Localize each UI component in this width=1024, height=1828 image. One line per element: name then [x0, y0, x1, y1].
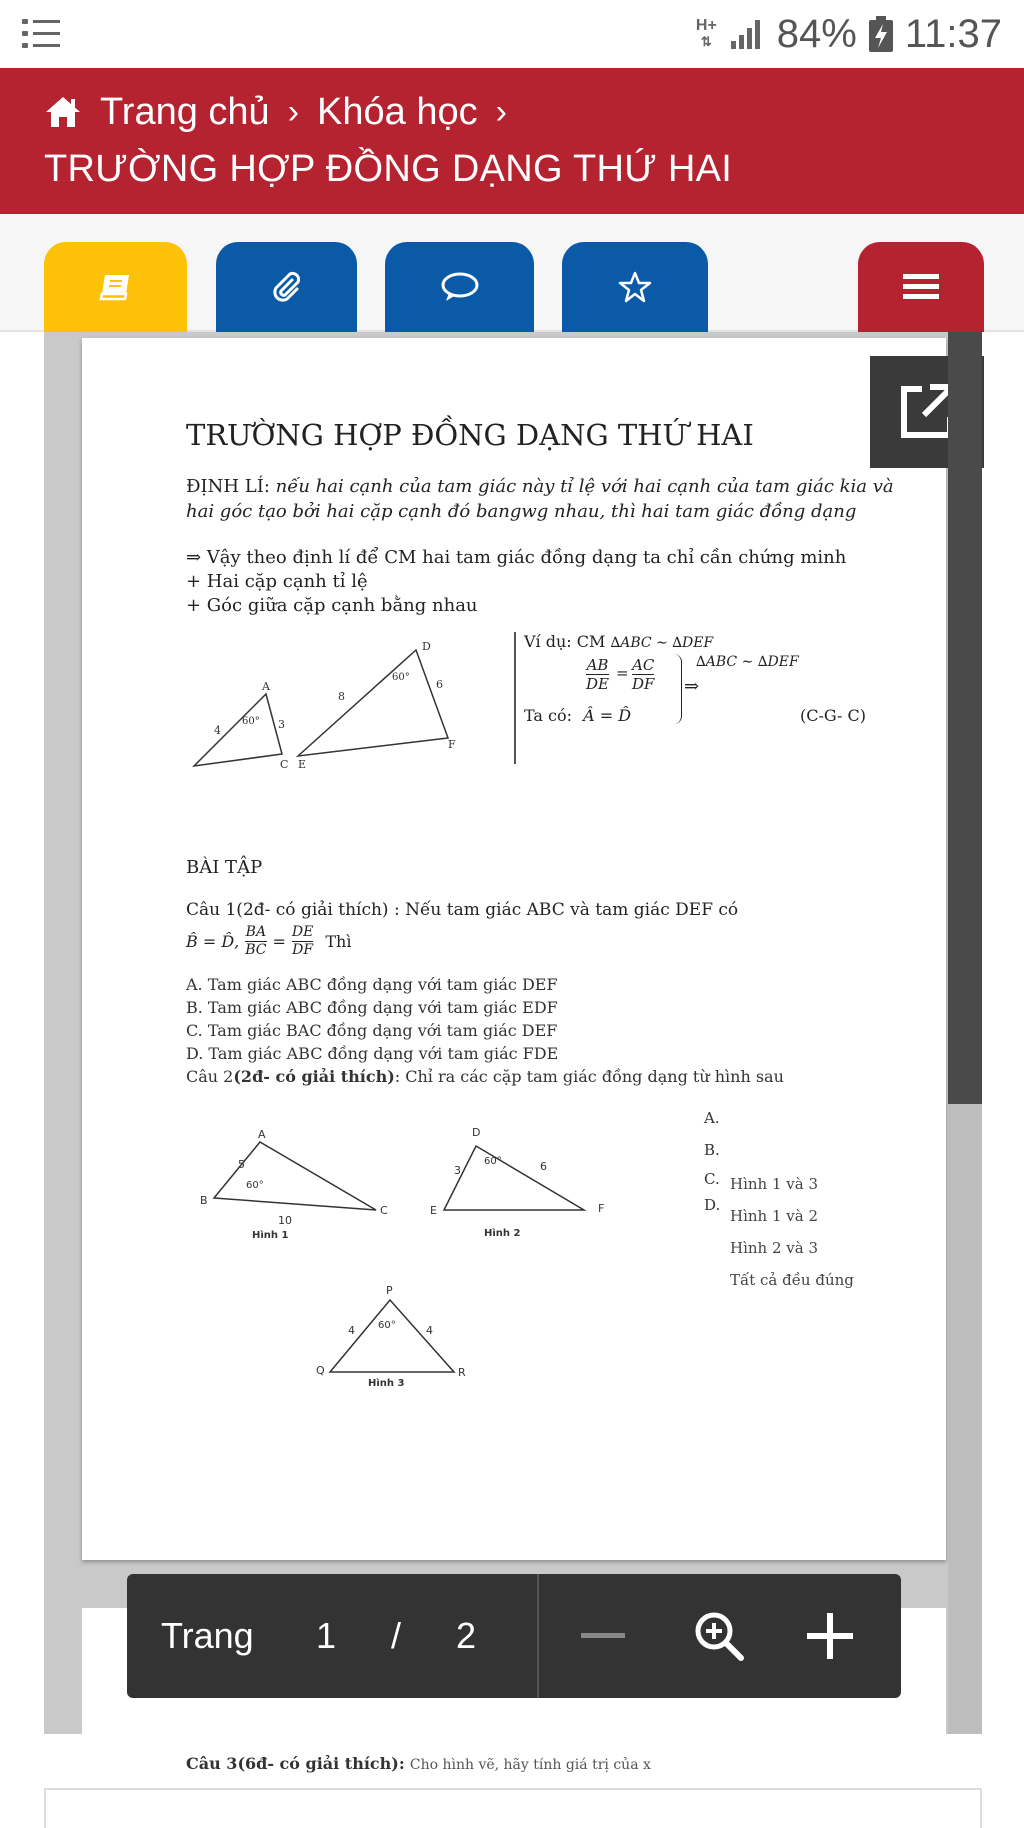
theorem: [186, 474, 906, 524]
example-area: [186, 632, 906, 792]
pdf-page-1: [82, 338, 946, 1560]
breadcrumb-courses[interactable]: Khóa học: [317, 90, 478, 133]
svg-text:4: 4: [348, 1324, 355, 1337]
status-bar: [0, 0, 1024, 68]
exercise-title: BÀI TẬP: [186, 857, 263, 878]
zoom-out-button[interactable]: [579, 1612, 627, 1660]
svg-text:F: F: [598, 1202, 605, 1215]
angle-equality: Â = D̂: [583, 706, 632, 725]
question-3: Câu 3(6đ- có giải thích): Cho hình vẽ, hãy tính giá trị của x: [186, 1754, 651, 1773]
svg-text:A: A: [258, 1128, 266, 1141]
doc-title: TRƯỜNG HỢP ĐỒNG DẠNG THỨ HAI: [186, 418, 754, 452]
side-6: 6: [436, 678, 443, 691]
question-2-figures: [186, 1102, 646, 1392]
taco-label: Ta có:: [524, 706, 573, 725]
svg-text:60°: 60°: [246, 1180, 264, 1191]
hamburger-icon: [903, 272, 939, 302]
example-proof: Ví dụ: CM ∆ABC ∼ ∆DEF AB DE = AC DF ⇒ ∆ABC ∼ ∆DEF Ta có: Â = D̂ (C-G- C): [524, 632, 866, 725]
svg-text:3: 3: [454, 1164, 461, 1177]
comment-icon: [440, 271, 480, 303]
battery-charging-icon: [869, 16, 893, 52]
network-type: H+ ⇅: [695, 17, 717, 49]
theorem-text: nếu hai cạnh của tam giác này tỉ lệ với hai cạnh của tam giác kia và hai góc tạo bởi hai cặp cạnh đó bangwg nhau, thì hai tam giác đồng dạng: [186, 476, 894, 522]
figure-2-caption: Hình 2: [484, 1228, 521, 1239]
label-C: C: [280, 758, 289, 771]
svg-text:Q: Q: [316, 1364, 325, 1377]
svg-text:10: 10: [278, 1214, 292, 1227]
label-D: D: [422, 640, 431, 653]
question-2: Câu 2(2đ- có giải thích): Chỉ ra các cặp tam giác đồng dạng từ hình sau: [186, 1067, 784, 1086]
breadcrumb: [44, 88, 980, 136]
side-4: 4: [214, 724, 221, 737]
option-b: B. Tam giác ABC đồng dạng với tam giác EDF: [186, 998, 558, 1017]
tab-comments[interactable]: [385, 242, 534, 332]
signal-icon: [729, 17, 765, 51]
paperclip-icon: [270, 270, 304, 304]
toolbar-divider: [537, 1574, 539, 1698]
svg-text:6: 6: [540, 1160, 547, 1173]
angle-60: 60°: [242, 716, 260, 727]
svg-text:E: E: [430, 1204, 437, 1217]
side-3: 3: [278, 718, 285, 731]
zoom-icon[interactable]: [693, 1610, 745, 1662]
page-title: TRƯỜNG HỢP ĐỒNG DẠNG THỨ HAI: [44, 148, 733, 190]
example-rel: ∆ABC ∼ ∆DEF: [610, 635, 714, 651]
svg-text:B: B: [200, 1194, 208, 1207]
svg-text:R: R: [458, 1366, 466, 1379]
point-2: + Góc giữa cặp cạnh bằng nhau: [186, 595, 478, 616]
star-icon: [618, 271, 652, 303]
svg-text:4: 4: [426, 1324, 433, 1337]
implies-arrow: ⇒: [684, 676, 700, 697]
battery-percent: 84%: [776, 11, 857, 56]
figure-3-caption: Hình 3: [368, 1378, 405, 1389]
example-triangles: [186, 638, 456, 778]
pdf-toolbar: [127, 1574, 901, 1698]
ratio-ac-df: AC DF: [632, 656, 655, 693]
question-2-area: [186, 1102, 906, 1402]
page-separator: /: [390, 1615, 401, 1656]
lesson-tabbar: [0, 214, 1024, 332]
zoom-in-button[interactable]: [807, 1613, 853, 1659]
theorem-label: ĐỊNH LÍ:: [186, 476, 270, 497]
label-A: A: [262, 680, 270, 693]
tab-lesson[interactable]: [44, 242, 187, 332]
list-menu-icon[interactable]: [22, 17, 60, 51]
page-label: Trang: [161, 1615, 254, 1656]
figure-1-caption: Hình 1: [252, 1230, 289, 1241]
option-c: C. Tam giác BAC đồng dạng với tam giác DEF: [186, 1021, 558, 1040]
question-2-letters: A. B. C. D.: [704, 1109, 721, 1214]
home-icon[interactable]: [44, 95, 82, 129]
label-E: E: [298, 758, 307, 771]
question-1-options: [186, 973, 906, 1088]
total-pages: 2: [455, 1615, 477, 1656]
ratio-ab-de: AB DE: [586, 656, 609, 693]
conclusion-line: ⇒ Vậy theo định lí để CM hai tam giác đồng dạng ta chỉ cần chứng minh: [186, 547, 847, 568]
tab-menu[interactable]: [858, 242, 984, 332]
svg-text:C: C: [380, 1204, 388, 1217]
chevron-right-icon: ›: [495, 92, 507, 131]
svg-text:60°: 60°: [484, 1156, 502, 1167]
side-8: 8: [338, 690, 345, 703]
svg-text:P: P: [386, 1284, 393, 1297]
case-label: (C-G- C): [800, 706, 866, 725]
divider: [514, 632, 516, 764]
tab-attachments[interactable]: [216, 242, 357, 332]
svg-text:60°: 60°: [378, 1320, 396, 1331]
example-result: ∆ABC ∼ ∆DEF: [696, 654, 799, 670]
example-label: Ví dụ: CM: [524, 632, 606, 651]
book-icon: [99, 272, 133, 302]
current-page[interactable]: 1: [315, 1615, 337, 1656]
question-1-condition: B̂ = D̂, $\frac{BA}{BC}$ = $\frac{DE}{DF}$ Thì: [186, 924, 352, 958]
question-2-answers: Hình 1 và 3 Hình 1 và 2 Hình 2 và 3 Tất cả đều đúng: [730, 1175, 854, 1289]
angle-60b: 60°: [392, 672, 410, 683]
chevron-right-icon: ›: [287, 92, 300, 131]
breadcrumb-home[interactable]: Trang chủ: [100, 90, 270, 133]
label-F: F: [448, 738, 456, 751]
point-1: + Hai cặp cạnh tỉ lệ: [186, 571, 368, 592]
option-d: D. Tam giác ABC đồng dạng với tam giác FDE: [186, 1044, 559, 1063]
question-1: Câu 1(2đ- có giải thích) : Nếu tam giác ABC và tam giác DEF có: [186, 900, 739, 920]
option-a: A. Tam giác ABC đồng dạng với tam giác DEF: [186, 975, 558, 994]
clock: 11:37: [904, 11, 1002, 56]
next-section-card: [44, 1788, 982, 1828]
document-content: [186, 410, 906, 1402]
scrollbar-track[interactable]: [948, 332, 982, 1734]
svg-text:5: 5: [238, 1158, 245, 1171]
tab-favorite[interactable]: [562, 242, 708, 332]
course-header: [0, 68, 1024, 214]
pdf-viewer[interactable]: [44, 332, 982, 1773]
svg-text:D: D: [472, 1126, 481, 1139]
scrollbar-thumb[interactable]: [948, 332, 982, 1104]
